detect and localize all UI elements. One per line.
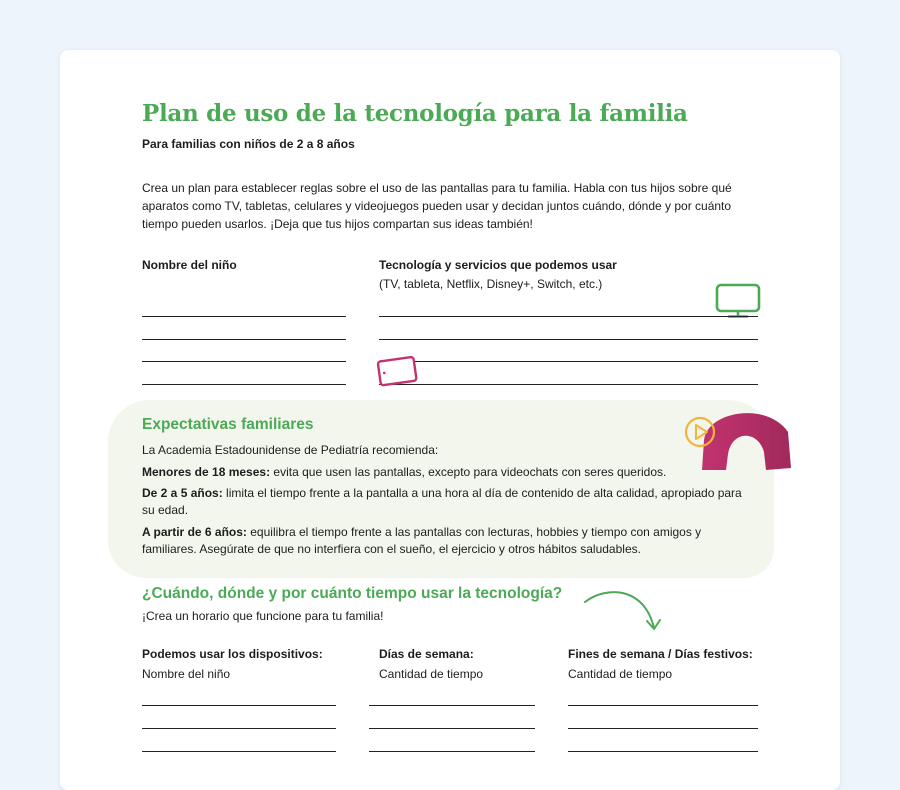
schedule-device-line-2[interactable] bbox=[142, 728, 336, 729]
child-name-line-2[interactable] bbox=[142, 339, 346, 340]
schedule-weekday-line-2[interactable] bbox=[369, 728, 535, 729]
play-icon bbox=[678, 400, 794, 472]
expectation-item bbox=[142, 464, 742, 481]
intro-paragraph: Crea un plan para establecer reglas sobre el uso de las pantallas para tu familia. Habla con tus hijos sobre qué aparatos como TV, tabletas, celulares y videojuegos pueden usar y decidan juntos cuándo, dónde y por cuánto tiempo pueden usarlos. ¡Deja que tus hijos compartan sus ideas también! bbox=[142, 181, 732, 231]
tech-line-4[interactable] bbox=[379, 384, 758, 385]
schedule-subtitle: ¡Crea un horario que funcione para tu familia! bbox=[142, 609, 384, 623]
child-name-line-3[interactable] bbox=[142, 361, 346, 362]
child-name-line-4[interactable] bbox=[142, 384, 346, 385]
expectations-intro: La Academia Estadounidense de Pediatría recomienda: bbox=[142, 443, 439, 457]
child-name-label: Nombre del niño bbox=[142, 258, 237, 272]
devices-column-label: Podemos usar los dispositivos: bbox=[142, 647, 323, 661]
tablet-icon bbox=[374, 352, 422, 388]
devices-column-sub: Nombre del niño bbox=[142, 667, 231, 681]
expectation-age-label: Menores de 18 meses bbox=[142, 465, 267, 479]
child-name-line-1[interactable] bbox=[142, 316, 346, 317]
expectation-text: limita el tiempo frente a la pantalla a una hora al día de contenido de alta calidad, apropiado para su edad. bbox=[142, 486, 742, 517]
schedule-device-line-3[interactable] bbox=[142, 751, 336, 752]
weekdays-column-label: Días de semana: bbox=[379, 647, 474, 661]
schedule-device-line-1[interactable] bbox=[142, 705, 336, 706]
schedule-weekend-line-2[interactable] bbox=[568, 728, 758, 729]
weekends-column-sub: Cantidad de tiempo bbox=[568, 667, 673, 681]
schedule-weekday-line-3[interactable] bbox=[369, 751, 535, 752]
tech-examples: (TV, tableta, Netflix, Disney+, Switch, etc.) bbox=[379, 277, 603, 291]
expectation-item bbox=[142, 485, 752, 519]
schedule-weekend-line-1[interactable] bbox=[568, 705, 758, 706]
page-subtitle: Para familias con niños de 2 a 8 años bbox=[142, 137, 355, 151]
schedule-weekday-line-1[interactable] bbox=[369, 705, 535, 706]
worksheet-page bbox=[60, 50, 840, 790]
tech-line-1[interactable] bbox=[379, 316, 758, 317]
expectation-age-sep: : bbox=[266, 465, 271, 479]
expectation-text: evita que usen las pantallas, excepto para videochats con seres queridos. bbox=[270, 465, 667, 479]
schedule-weekend-line-3[interactable] bbox=[568, 751, 758, 752]
page-title: Plan de uso de la tecnología para la familia bbox=[142, 100, 688, 127]
expectation-text: equilibra el tiempo frente a las pantallas con lecturas, hobbies y tiempo con amigos y familiares. Asegúrate de que no interfiera con el sueño, el ejercicio y otros hábitos saludables. bbox=[142, 525, 702, 556]
tech-line-2[interactable] bbox=[379, 339, 758, 340]
expectation-age-label: A partir de 6 años: bbox=[142, 525, 247, 539]
weekdays-column-sub: Cantidad de tiempo bbox=[379, 667, 484, 681]
tv-icon bbox=[715, 283, 761, 319]
curved-arrow-icon bbox=[582, 584, 666, 636]
expectation-item bbox=[142, 524, 742, 558]
expectation-age-label: De 2 a 5 años: bbox=[142, 486, 223, 500]
tech-label: Tecnología y servicios que podemos usar bbox=[379, 258, 617, 272]
schedule-title: ¿Cuándo, dónde y por cuánto tiempo usar la tecnología? bbox=[142, 585, 563, 602]
weekends-column-label: Fines de semana / Días festivos: bbox=[568, 647, 753, 661]
tech-line-3[interactable] bbox=[379, 361, 758, 362]
expectations-title: Expectativas familiares bbox=[142, 416, 314, 433]
